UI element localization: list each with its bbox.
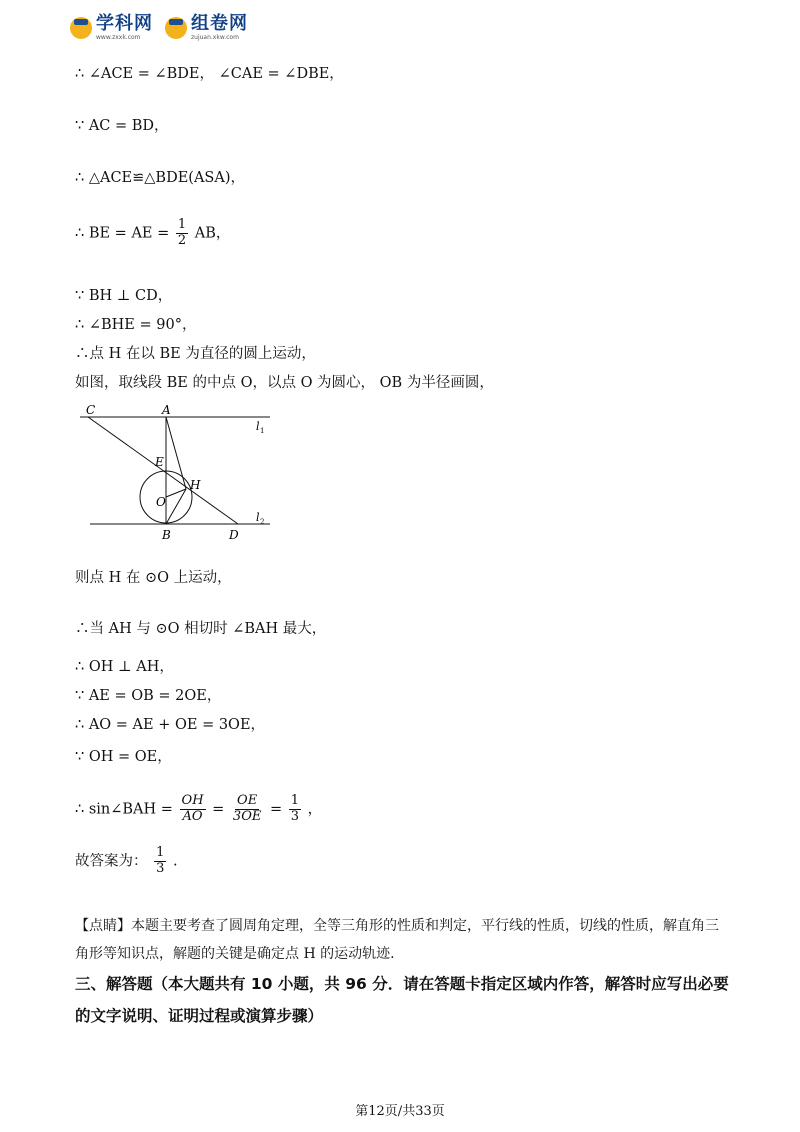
answer-line [75, 846, 178, 877]
label-l1-sub: 1 [260, 427, 265, 435]
segment-ah [166, 417, 186, 489]
label-a: A [162, 403, 171, 417]
line-text: AB， [194, 225, 231, 242]
solution-line: ∴ ∠BHE = 90°， [75, 317, 197, 333]
denominator: 3OE [232, 808, 262, 824]
comment-paragraph: 【点睛】本题主要考查了圆周角定理，全等三角形的性质和判定，平行线的性质，切线的性质，解直角三角形等知识点，解题的关键是确定点 H 的运动轨迹. [75, 918, 719, 962]
fraction [289, 794, 301, 825]
logo-name: 学科网 [96, 13, 153, 34]
numerator: OE [237, 793, 258, 808]
line-text: ， [307, 801, 323, 818]
numerator: OH [181, 793, 204, 808]
segment-oh [166, 489, 186, 497]
page-footer: 第12页/共33页 [355, 1104, 445, 1119]
solution-line: ∴ △ACE≌△BDE(ASA)， [75, 170, 245, 186]
solution-line [75, 218, 230, 249]
solution-line: ∴点 H 在以 BE 为直径的圆上运动， [75, 346, 316, 362]
line-text: . [173, 853, 178, 870]
label-l1: l [256, 420, 260, 433]
label-d: D [229, 528, 239, 542]
xuekewang-logo [70, 15, 153, 41]
line-text: ∴ sin∠BAH = [75, 801, 173, 818]
solution-line: 如图，取线段 BE 的中点 O，以点 O 为圆心， OB 为半径画圆， [75, 375, 494, 391]
zujuanwang-logo [165, 15, 248, 41]
solution-line: 则点 H 在 ⊙O 上运动， [75, 570, 232, 586]
fraction [180, 794, 206, 825]
label-o: O [156, 495, 166, 509]
denominator: 2 [177, 232, 187, 248]
mascot-icon [165, 17, 187, 39]
logo-name: 组卷网 [191, 13, 248, 34]
numerator: 1 [290, 793, 299, 808]
fraction [231, 794, 263, 825]
label-l2: l [256, 511, 260, 524]
logo-url: www.zxxk.com [96, 34, 141, 41]
denominator: 3 [290, 808, 299, 824]
answer-label: 故答案为： [75, 853, 148, 870]
fraction [176, 218, 188, 249]
solution-line: ∴ AO = AE + OE = 3OE， [75, 717, 266, 733]
label-l2-sub: 2 [260, 518, 265, 526]
label-b: B [162, 528, 171, 542]
solution-line: ∵ AE = OB = 2OE， [75, 688, 222, 704]
numerator: 1 [177, 217, 187, 232]
solution-line: ∴ OH ⊥ AH， [75, 659, 174, 675]
solution-line: ∵ BH ⊥ CD， [75, 288, 173, 304]
geometry-figure [80, 400, 280, 545]
page-header [70, 10, 248, 46]
solution-line: ∴当 AH 与 ⊙O 相切时 ∠BAH 最大， [75, 621, 327, 637]
line-text: ∴ BE = AE = [75, 225, 170, 242]
solution-line: ∵ OH = OE， [75, 749, 172, 765]
numerator: 1 [156, 845, 165, 860]
label-c: C [86, 403, 96, 417]
fraction [154, 846, 166, 877]
mascot-icon [70, 17, 92, 39]
denominator: AO [182, 808, 203, 824]
solution-line: ∴ ∠ACE = ∠BDE， ∠CAE = ∠DBE， [75, 66, 344, 82]
logo-url: zujuan.xkw.com [191, 34, 239, 41]
label-h: H [190, 478, 201, 492]
segment-bh [166, 489, 186, 524]
section-heading: 三、解答题（本大题共有 10 小题，共 96 分．请在答题卡指定区域内作答，解答时应写出必要的文字说明、证明过程或演算步骤） [75, 975, 729, 1025]
denominator: 3 [156, 860, 165, 876]
label-e: E [155, 455, 164, 469]
solution-line: ∴ sin∠BAH = $\frac{OH}{AO}$ = $\frac{OE}{3OE}$ = $\frac{1}{3}$ ， [75, 793, 323, 824]
solution-line: ∵ AC = BD， [75, 118, 169, 134]
